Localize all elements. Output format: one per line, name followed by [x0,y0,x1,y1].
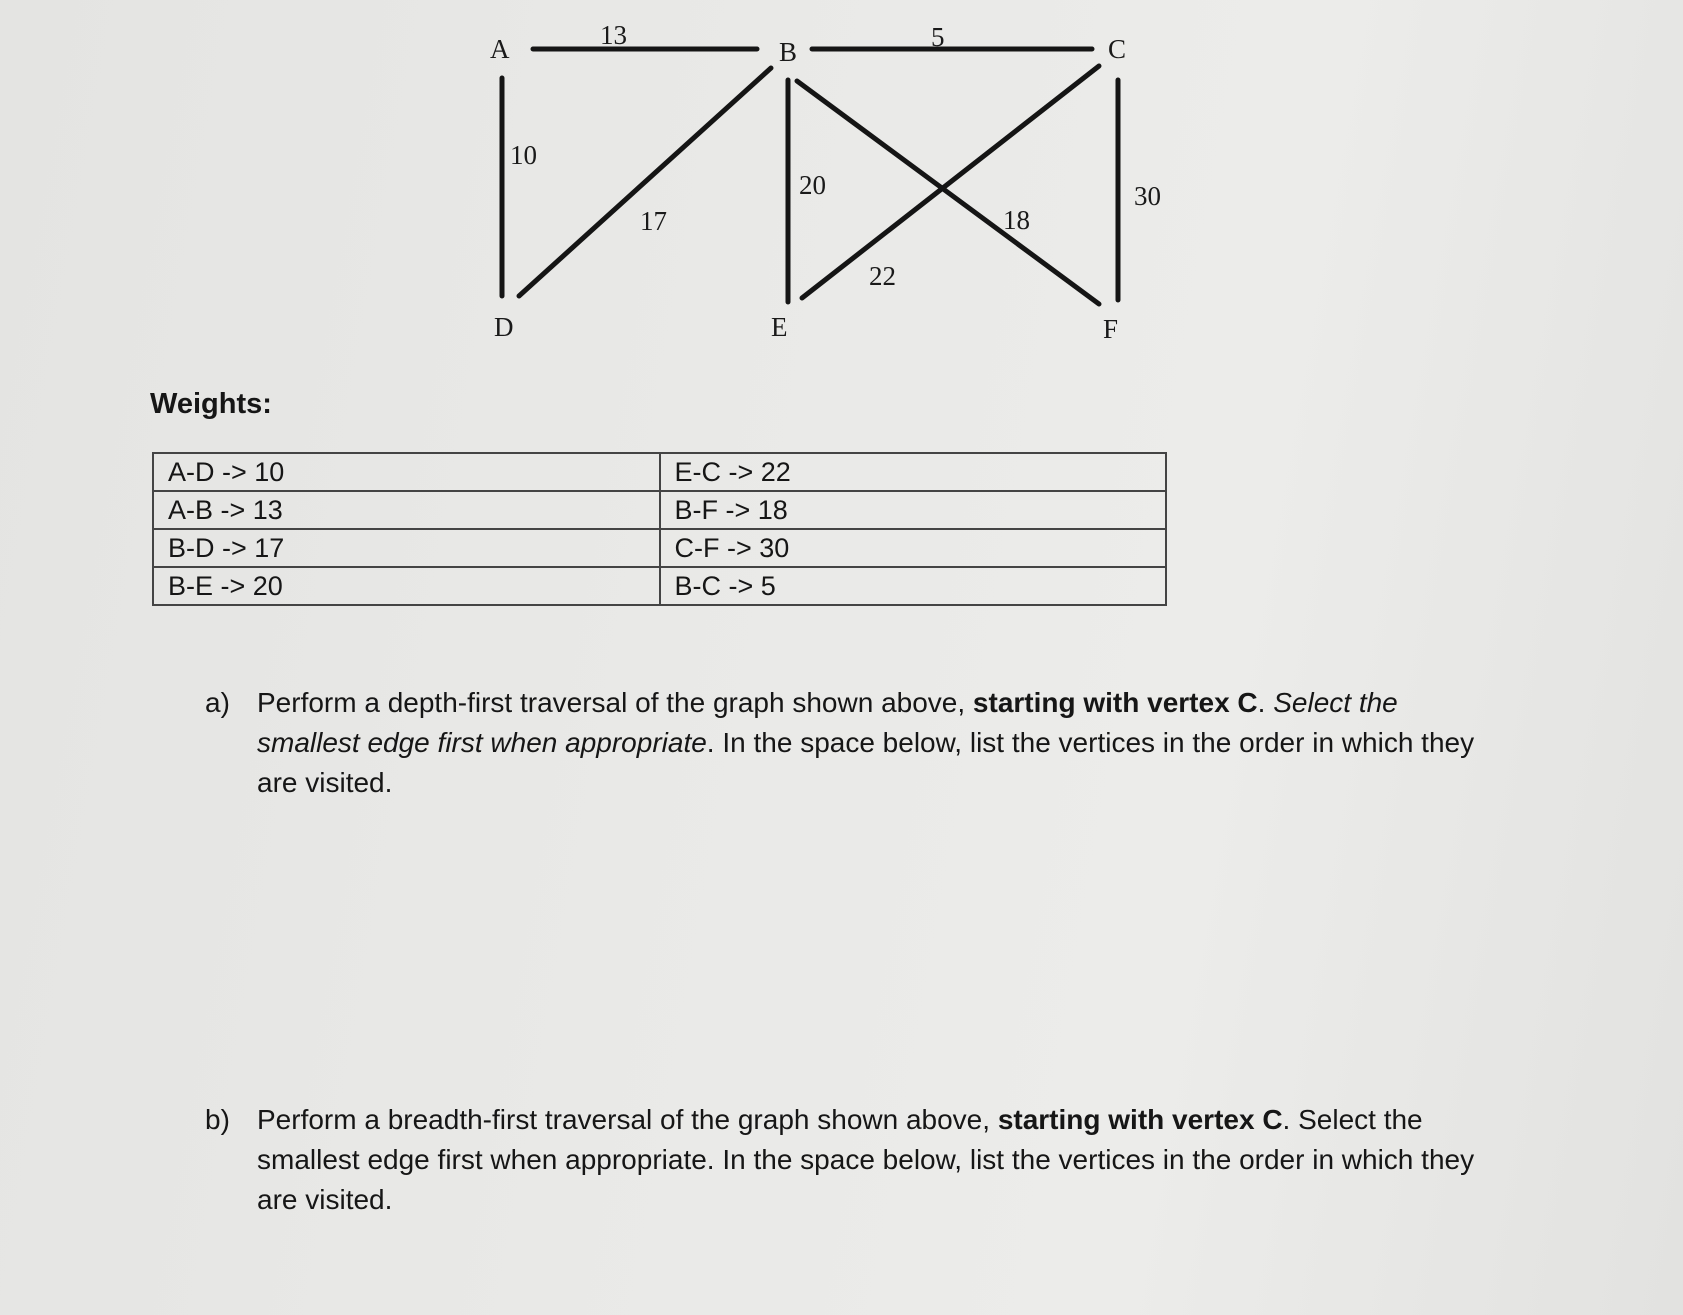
edge-e-c [802,66,1099,298]
question-b-part1: Perform a breadth-first traversal of the graph shown above, [257,1104,998,1135]
question-b-part2: . Select the smallest edge first when appropriate. In the space below, list the vertices in the order in which they are visited. [257,1104,1475,1215]
table-row [153,491,1166,529]
node-b: B [779,37,798,67]
weight-a-d: 10 [510,140,537,170]
question-a-part3: . In the space below, list the vertices in the order in which they are visited. [257,727,1475,798]
weight-cell: B-E -> 20 [153,567,660,605]
table-row [153,567,1166,605]
node-f: F [1103,314,1119,344]
weight-cell: B-C -> 5 [660,567,1167,605]
weights-table [152,452,1167,606]
weight-e-c: 22 [869,261,896,291]
question-b-marker: b) [205,1104,230,1135]
question-a-bold: starting with vertex C [972,687,1258,718]
question-b [205,1100,1495,1220]
node-a: A [490,34,510,64]
question-b-text [257,1100,1495,1220]
weight-a-b: 13 [600,20,627,50]
question-b-bold: starting with vertex C [997,1104,1283,1135]
weights-heading: Weights: [150,388,272,420]
graph-diagram [0,0,1683,380]
weight-c-f: 30 [1134,181,1161,211]
weight-cell: A-D -> 10 [153,453,660,491]
weight-cell: A-B -> 13 [153,491,660,529]
edge-b-f [797,81,1099,304]
weight-b-d: 17 [640,206,667,236]
weight-b-c: 5 [931,22,945,52]
weight-cell: B-D -> 17 [153,529,660,567]
question-a [205,683,1495,803]
question-a-text [257,683,1495,803]
question-a-italic: Select the smallest edge first when appropriate [257,687,1398,758]
question-a-part1: Perform a depth-first traversal of the graph shown above, [257,687,973,718]
weight-cell: B-F -> 18 [660,491,1167,529]
question-a-part2: . [1257,687,1274,718]
weight-b-f: 18 [1003,205,1030,235]
table-row [153,529,1166,567]
edge-b-d [519,68,771,296]
question-a-marker: a) [205,687,230,718]
weight-cell: E-C -> 22 [660,453,1167,491]
weight-cell: C-F -> 30 [660,529,1167,567]
table-row [153,453,1166,491]
weight-b-e: 20 [799,170,826,200]
node-d: D [494,312,514,342]
node-c: C [1108,34,1127,64]
node-e: E [771,312,788,342]
